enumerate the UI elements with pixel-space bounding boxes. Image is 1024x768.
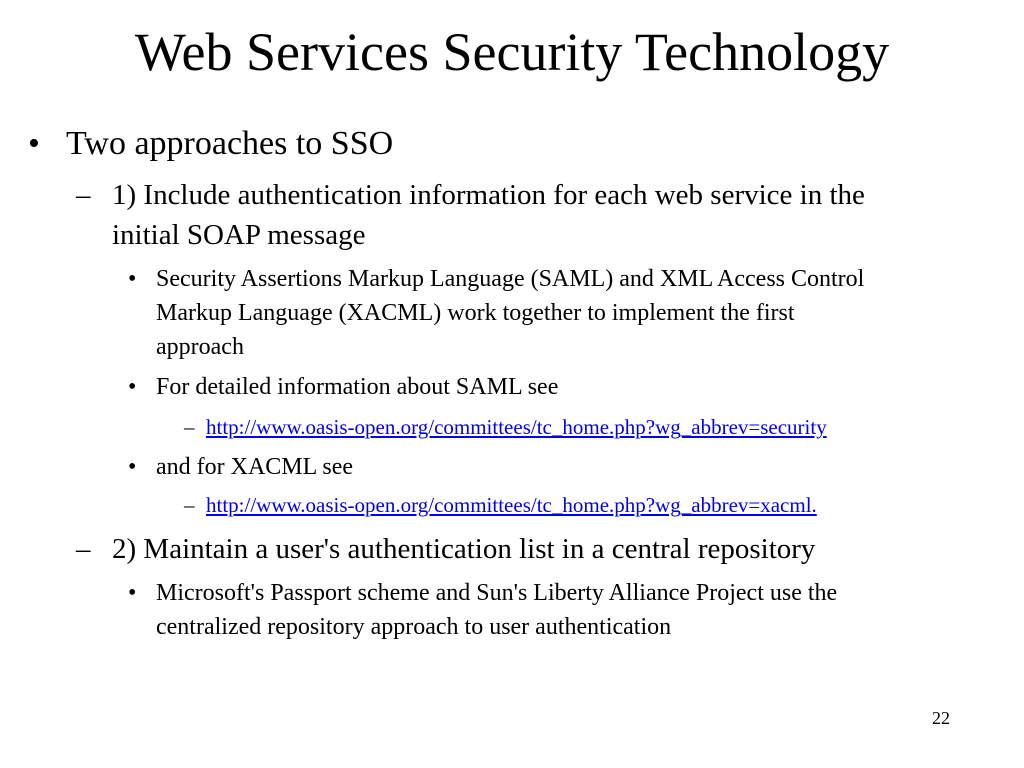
bullet-marker: •	[128, 454, 137, 480]
page-number: 22	[932, 708, 950, 728]
saml-xacml-line-2: Markup Language (XACML) work together to implement the first	[156, 300, 795, 326]
bullet-marker: •	[28, 125, 40, 162]
xacml-link[interactable]: http://www.oasis-open.org/committees/tc_home.php?wg_abbrev=xacml.	[206, 493, 817, 517]
saml-link[interactable]: http://www.oasis-open.org/committees/tc_home.php?wg_abbrev=security	[206, 415, 827, 439]
approach-1-line-2: initial SOAP message	[112, 219, 366, 251]
approach-2-text: 2) Maintain a user's authentication list in a central repository	[112, 533, 816, 565]
dash-marker: –	[184, 415, 195, 439]
bullet-marker: •	[128, 266, 137, 292]
dash-marker: –	[76, 533, 91, 565]
saml-info-text: For detailed information about SAML see	[156, 374, 559, 400]
bullet-marker: •	[128, 580, 137, 606]
passport-liberty-line-2: centralized repository approach to user authentication	[156, 614, 672, 640]
saml-xacml-line-1: Security Assertions Markup Language (SAML) and XML Access Control	[156, 266, 865, 292]
saml-xacml-line-3: approach	[156, 334, 244, 360]
slide-title: Web Services Security Technology	[134, 22, 890, 82]
bullet-two-approaches: Two approaches to SSO	[66, 125, 394, 162]
dash-marker: –	[76, 179, 91, 211]
dash-marker: –	[184, 493, 195, 517]
xacml-info-text: and for XACML see	[156, 454, 354, 480]
approach-1-line-1: 1) Include authentication information for each web service in the	[112, 179, 865, 211]
bullet-marker: •	[128, 374, 137, 400]
passport-liberty-line-1: Microsoft's Passport scheme and Sun's Liberty Alliance Project use the	[156, 580, 838, 606]
